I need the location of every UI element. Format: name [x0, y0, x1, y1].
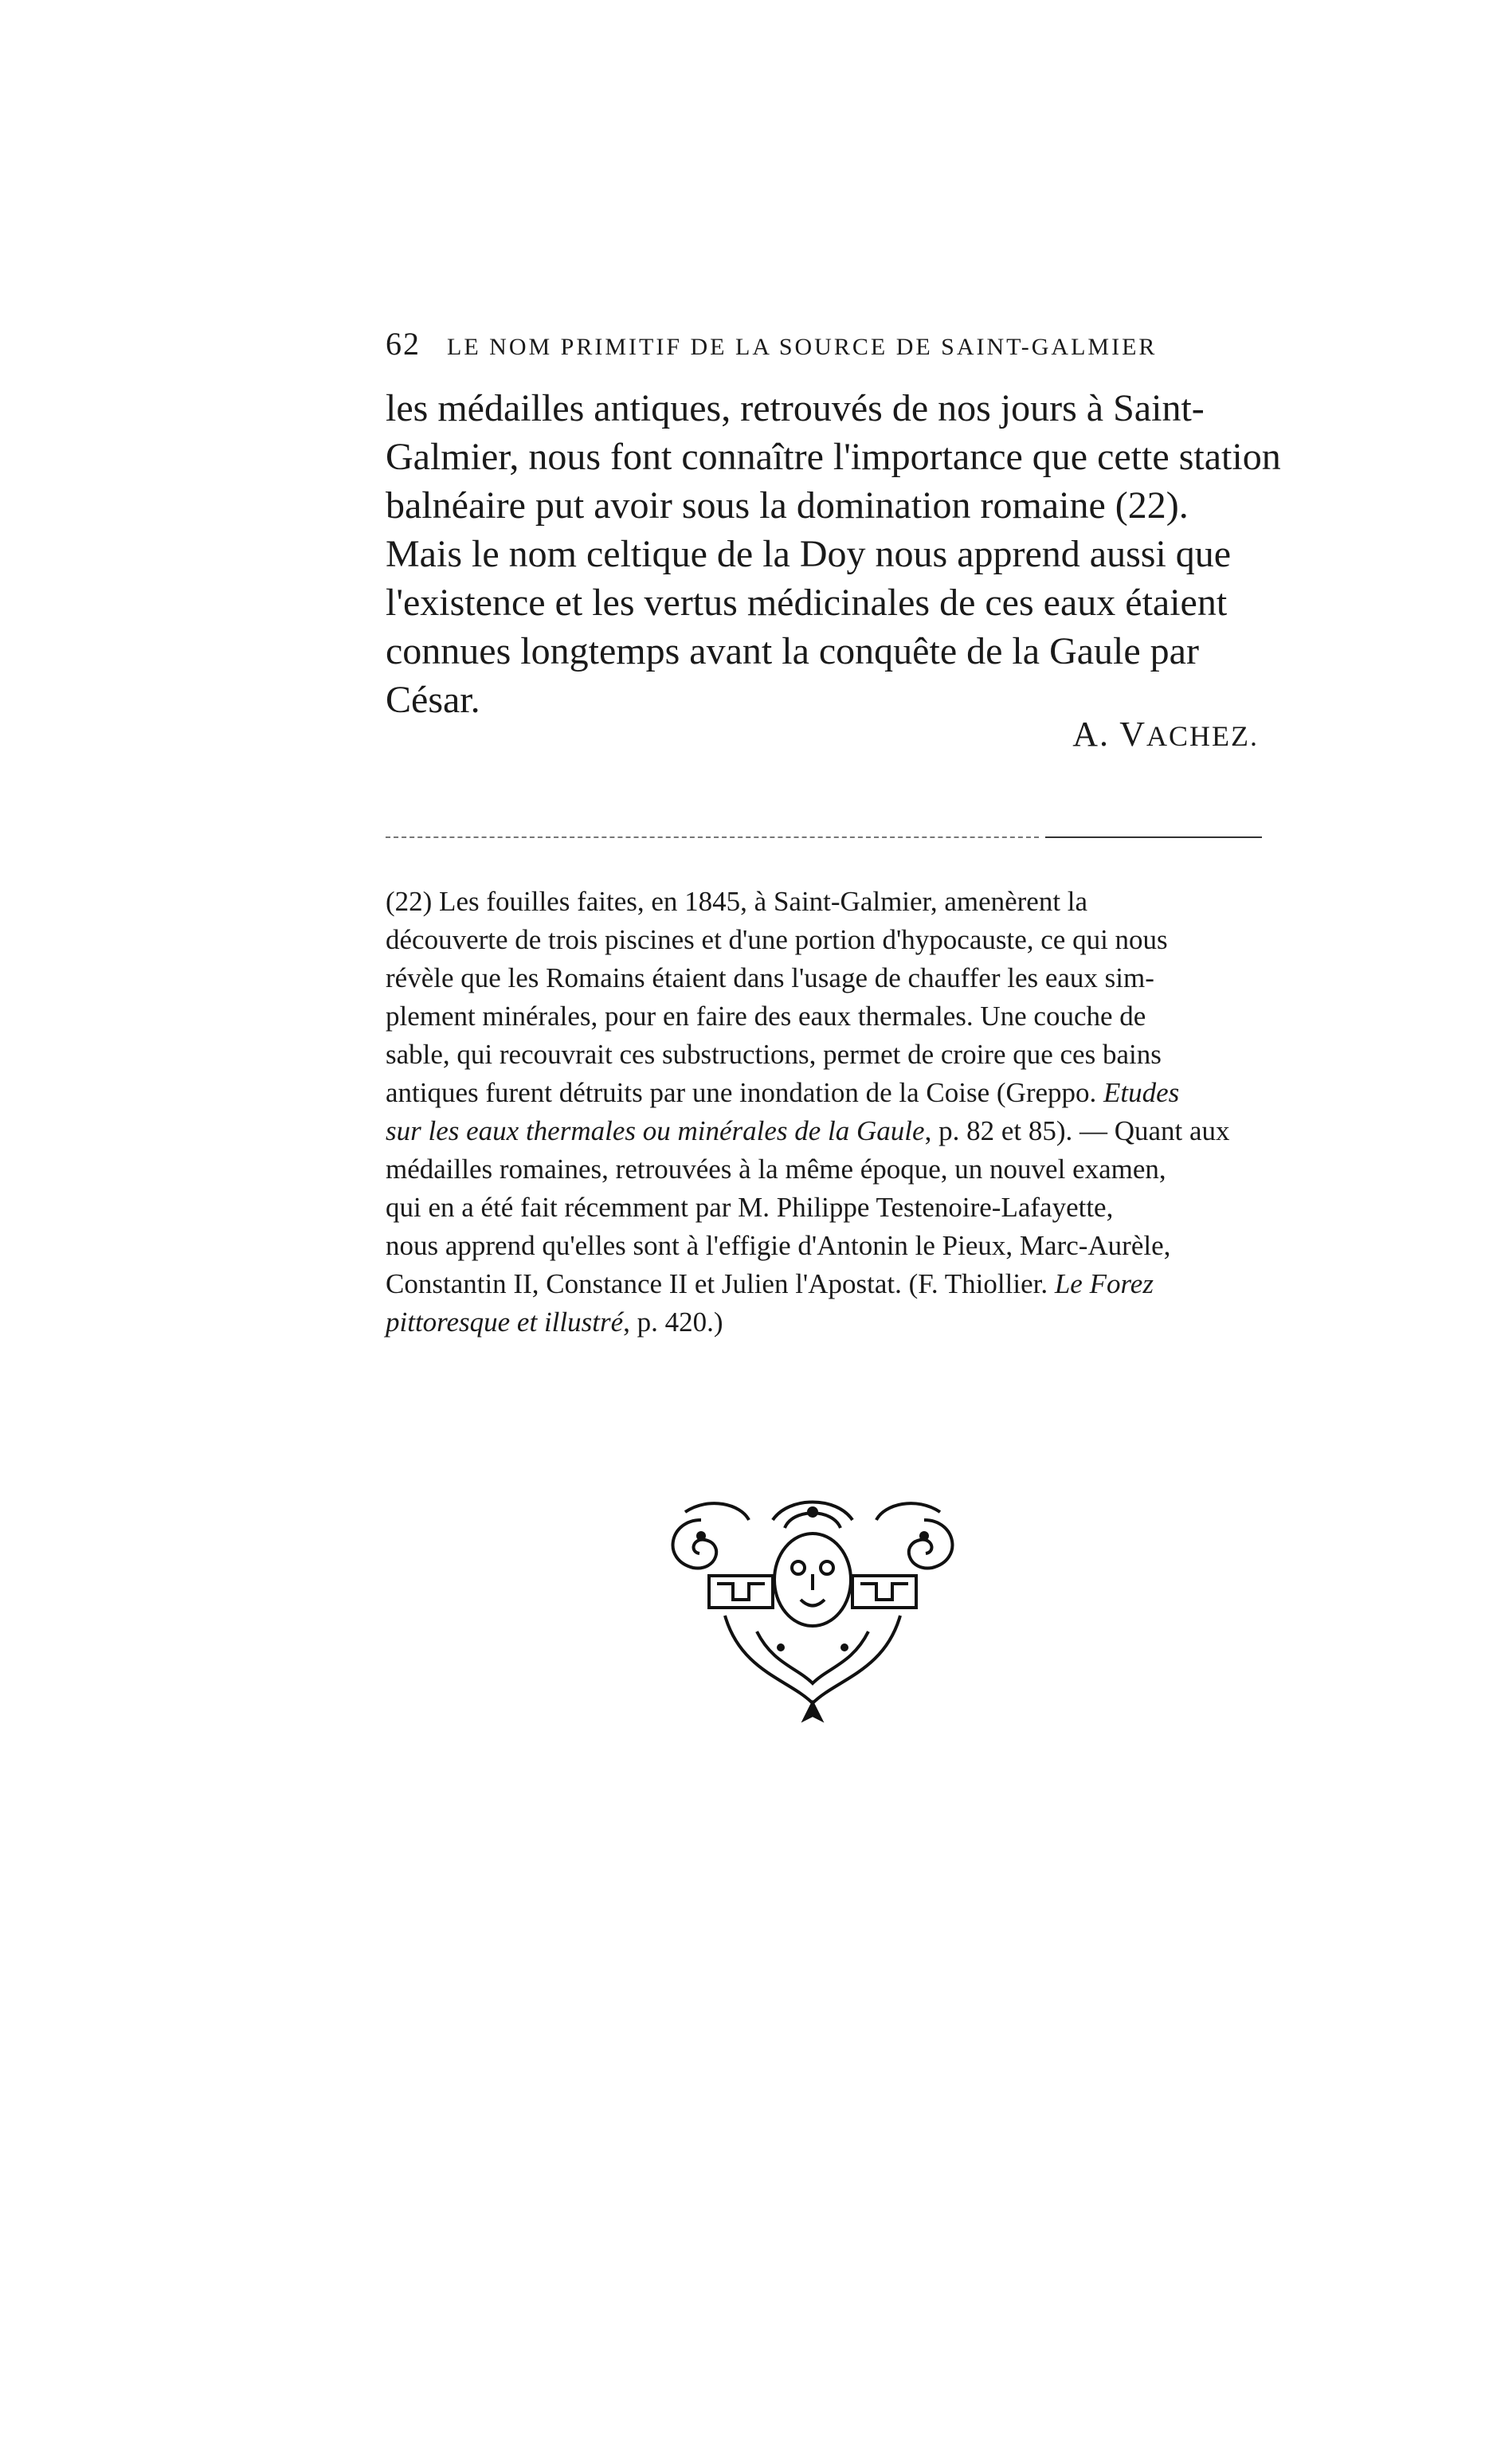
page-number: 62 [386, 326, 421, 362]
footnote-text [386, 1074, 1179, 1112]
body-line-text: les médailles antiques, retrouvés de nos jours à Saint- [386, 387, 1205, 429]
footnote-italic-title: sur les eaux thermales ou minérales de la Gaule [386, 1115, 925, 1146]
body-line-text: Galmier, nous font connaître l'importance que cette station [386, 436, 1281, 478]
footnote-text [386, 1265, 1154, 1303]
footnote-line [386, 997, 1262, 1036]
body-line-text: l'existence et les vertus médicinales de ces eaux étaient [386, 582, 1228, 624]
footnote-text [386, 1112, 1230, 1150]
footnote-text-part: antiques furent détruits par une inondation de la Coise (Greppo. [386, 1077, 1104, 1108]
footnote-line [386, 1265, 1262, 1303]
footnote-text: plement minérales, pour en faire des eaux thermales. Une couche de [386, 1001, 1146, 1032]
body-line-text: connues longtemps avant la conquête de la Gaule par [386, 630, 1199, 672]
footnote-text: découverte de trois piscines et d'une portion d'hypocauste, ce qui nous [386, 924, 1168, 955]
footnote-line [386, 1074, 1262, 1112]
body-paragraph [386, 384, 1281, 724]
signature-initial: A. V [1072, 715, 1146, 754]
footnote-text: qui en a été fait récemment par M. Philippe Testenoire-Lafayette, [386, 1192, 1114, 1223]
footnote-line [386, 1036, 1262, 1074]
footnote-line [386, 1112, 1262, 1150]
body-line-text: César. [386, 679, 480, 721]
fleuron-tailpiece-icon [653, 1488, 972, 1727]
footnote-rule-solid [1045, 836, 1262, 838]
footnote-text: sable, qui recouvrait ces substructions, permet de croire que ces bains [386, 1039, 1162, 1070]
body-line [386, 433, 1281, 481]
footnote-line [386, 883, 1262, 921]
footnote-text-part: , p. 420.) [623, 1306, 723, 1338]
body-line [386, 530, 1260, 578]
body-line [386, 578, 1260, 627]
footnote-text: nous apprend qu'elles sont à l'effigie d'Antonin le Pieux, Marc-Aurèle, [386, 1230, 1171, 1261]
signature-surname: ACHEZ. [1146, 720, 1259, 752]
body-line [386, 384, 1260, 433]
footnote-text-part: , p. 82 et 85). — Quant aux [924, 1115, 1230, 1146]
footnote-line [386, 1303, 1262, 1342]
author-signature [956, 714, 1259, 754]
footnote-text: médailles romaines, retrouvées à la même époque, un nouvel examen, [386, 1154, 1166, 1185]
body-line-text: balnéaire put avoir sous la domination romaine (22). [386, 484, 1189, 527]
running-title: LE NOM PRIMITIF DE LA SOURCE DE SAINT-GALMIER [447, 334, 1158, 360]
body-line-text: Mais le nom celtique de la Doy nous apprend aussi que [386, 533, 1232, 575]
footnote-italic-title: pittoresque et illustré [386, 1306, 624, 1338]
running-head [386, 325, 1246, 362]
footnote-line [386, 1150, 1262, 1189]
footnote-line [386, 1189, 1262, 1227]
footnote-italic-title: Etudes [1103, 1077, 1180, 1108]
footnote-line [386, 959, 1262, 997]
footnote-italic-title: Le Forez [1054, 1268, 1154, 1299]
body-line [386, 627, 1260, 676]
footnote-22 [386, 883, 1262, 1342]
footnote-line [386, 1227, 1262, 1265]
body-line [386, 481, 1260, 530]
footnote-text [386, 1303, 723, 1342]
footnote-text-part: Constantin II, Constance II et Julien l'Apostat. (F. Thiollier. [386, 1268, 1055, 1299]
footnote-line [386, 921, 1262, 959]
footnote-rule-dashed [386, 836, 1039, 838]
footnote-text: révèle que les Romains étaient dans l'usage de chauffer les eaux sim- [386, 962, 1154, 993]
footnote-text: (22) Les fouilles faites, en 1845, à Saint-Galmier, amenèrent la [386, 886, 1088, 917]
